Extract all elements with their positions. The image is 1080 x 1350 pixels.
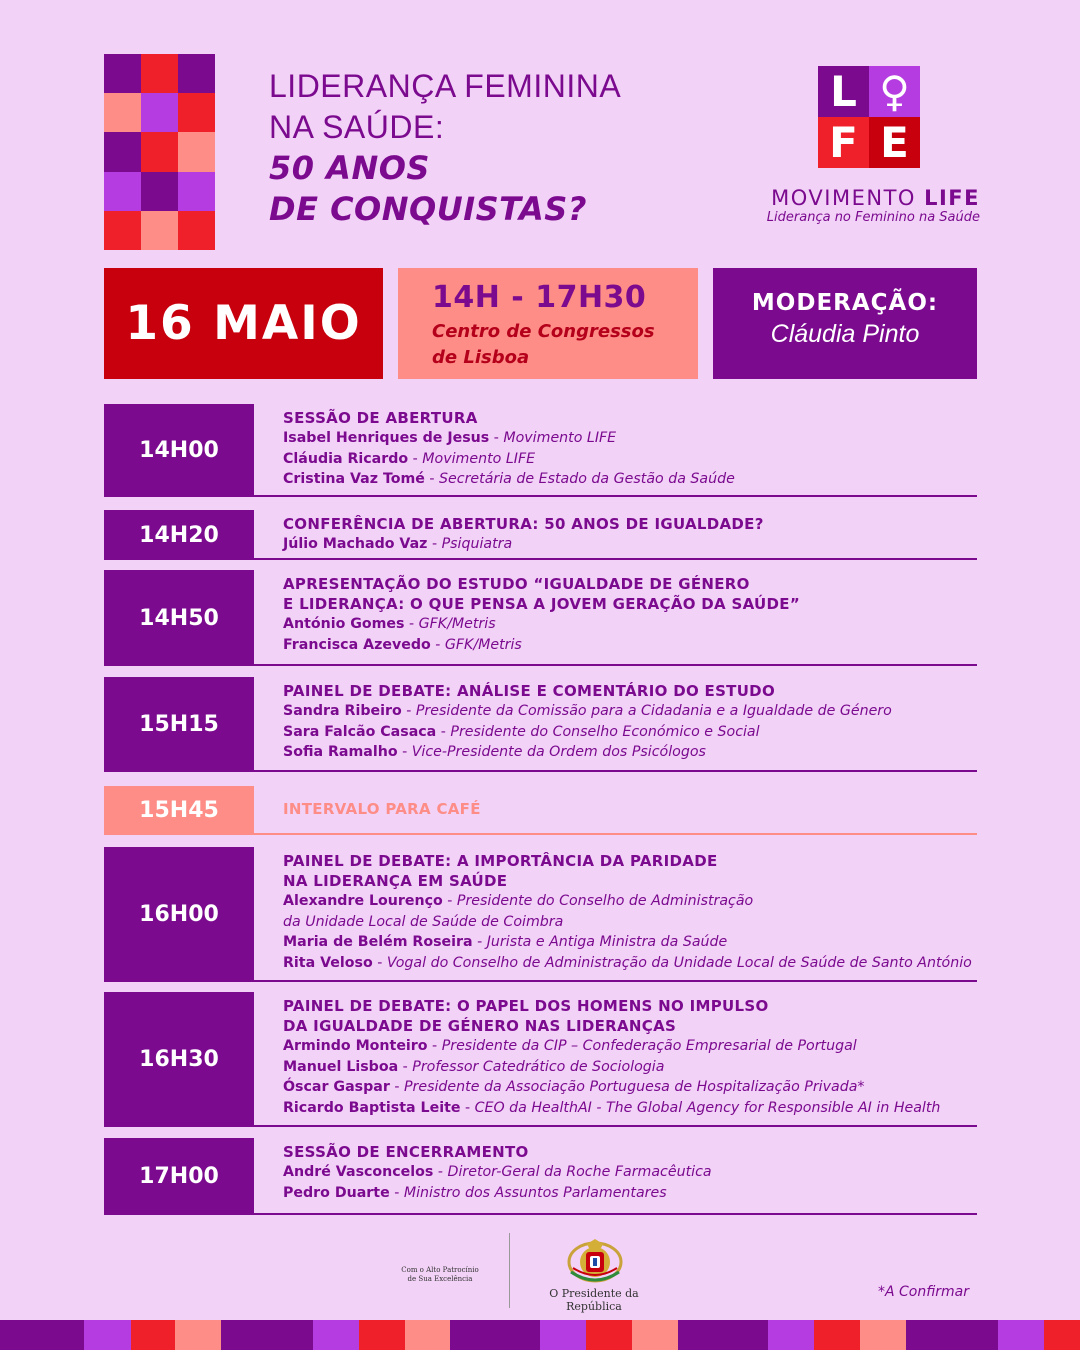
speaker-role: GFK/Metris [444, 636, 522, 653]
speaker-role: Jurista e Antiga Ministra da Saúde [486, 934, 728, 950]
speaker-name: Júlio Machado Vaz [283, 536, 428, 552]
speaker-line: Júlio Machado Vaz - Psiquiatra [283, 536, 513, 552]
speaker-line: Isabel Henriques de Jesus - Movimento LIFE [283, 430, 617, 446]
speaker-role: GFK/Metris [418, 616, 496, 632]
session-time: 14H50 [104, 570, 254, 666]
session-title: INTERVALO PARA CAFÉ [283, 800, 481, 818]
moderator-name: Cláudia Pinto [770, 320, 920, 348]
speaker-role: Presidente da Comissão para a Cidadania e a Igualdade de Género [415, 703, 892, 719]
speaker-line: Francisca Azevedo - GFK/Metris [283, 636, 522, 653]
session-content [283, 1142, 977, 1203]
speaker-role: Movimento LIFE [422, 450, 536, 467]
session-title: E LIDERANÇA: O QUE PENSA A JOVEM GERAÇÃO DA SAÚDE” [283, 595, 800, 613]
session-title: DA IGUALDADE DE GÉNERO NAS LIDERANÇAS [283, 1017, 677, 1035]
speaker-line: Manuel Lisboa - Professor Catedrático de Sociologia [283, 1058, 665, 1075]
speaker-line: Ricardo Baptista Leite - CEO da HealthAI - The Global Agency for Responsible AI in Health [283, 1099, 941, 1116]
agenda-row [104, 510, 977, 560]
session-time: 15H45 [104, 786, 254, 835]
speaker-name: Óscar Gaspar [283, 1079, 390, 1095]
patronage-line-1: Com o Alto Patrocínio [401, 1266, 479, 1274]
speaker-line: Pedro Duarte - Ministro dos Assuntos Parlamentares [283, 1184, 667, 1201]
session-title: PAINEL DE DEBATE: ANÁLISE E COMENTÁRIO DO ESTUDO [283, 682, 775, 700]
speaker-role: Psiquiatra [441, 536, 513, 552]
speaker-role-continued [283, 912, 977, 933]
session-content [283, 799, 977, 819]
title-line-4: DE CONQUISTAS? [269, 190, 587, 228]
speaker-line: Cristina Vaz Tomé - Secretária de Estado da Gestão da Saúde [283, 471, 735, 487]
speaker-name: António Gomes [283, 616, 405, 632]
title-line-3: 50 ANOS [269, 149, 430, 187]
session-time: 16H00 [104, 847, 254, 982]
speaker-name: Ricardo Baptista Leite [283, 1099, 461, 1116]
mosaic-graphic [104, 54, 215, 250]
speaker-name: Alexandre Lourenço [283, 893, 443, 909]
speaker-role: CEO da HealthAI - The Global Agency for Responsible AI in Health [474, 1099, 941, 1116]
session-title: SESSÃO DE ENCERRAMENTO [283, 1143, 529, 1161]
session-content [283, 408, 977, 490]
session-time: 14H00 [104, 404, 254, 497]
agenda-row [104, 404, 977, 497]
session-title: PAINEL DE DEBATE: A IMPORTÂNCIA DA PARIDADE [283, 852, 718, 870]
session-content [283, 996, 977, 1118]
session-content [283, 574, 977, 655]
speaker-role-line-2: da Unidade Local de Saúde de Coimbra [283, 913, 564, 930]
speaker-line: Armindo Monteiro - Presidente da CIP – Confederação Empresarial de Portugal [283, 1038, 857, 1054]
brand-block [740, 186, 980, 225]
speaker-name: Cristina Vaz Tomé [283, 471, 425, 487]
speaker-name: Cláudia Ricardo [283, 450, 409, 467]
moderation-label: MODERAÇÃO: [751, 290, 939, 316]
session-content [283, 851, 977, 973]
speaker-role: Ministro dos Assuntos Parlamentares [403, 1184, 667, 1201]
footer-divider [509, 1233, 510, 1308]
event-location [432, 319, 698, 371]
session-content [283, 514, 977, 555]
location-line-2: de Lisboa [432, 347, 530, 368]
speaker-name: Sandra Ribeiro [283, 703, 402, 719]
brand-subtitle: Liderança no Feminino na Saúde [766, 210, 980, 225]
session-time: 16H30 [104, 992, 254, 1127]
bottom-color-strip [0, 1320, 1080, 1350]
speaker-line: António Gomes - GFK/Metris [283, 616, 496, 632]
speaker-role: Presidente do Conselho Económico e Social [450, 723, 760, 740]
female-symbol-icon: ♀ [869, 66, 920, 117]
title-line-2: NA SAÚDE: [269, 109, 445, 145]
session-title: CONFERÊNCIA DE ABERTURA: 50 ANOS DE IGUALDADE? [283, 515, 764, 533]
agenda-break-row [104, 786, 977, 835]
patronage-line-2: de Sua Excelência [407, 1275, 473, 1283]
speaker-name: Sofia Ramalho [283, 744, 398, 760]
speaker-line: Cláudia Ricardo - Movimento LIFE [283, 450, 536, 467]
location-line-1: Centro de Congressos [432, 321, 655, 342]
brand-name [740, 186, 980, 210]
speaker-name: Armindo Monteiro [283, 1038, 428, 1054]
speaker-name: Sara Falcão Casaca [283, 723, 437, 740]
agenda-row [104, 992, 977, 1127]
event-time: 14H - 17H30 [432, 280, 647, 315]
session-content [283, 681, 977, 763]
speaker-name: Isabel Henriques de Jesus [283, 430, 490, 446]
speaker-line: Sofia Ramalho - Vice-Presidente da Ordem dos Psicólogos [283, 744, 706, 760]
speaker-line: Alexandre Lourenço - Presidente do Conselho de Administração [283, 893, 754, 909]
logo-letter-e: E [869, 117, 920, 168]
date-box [104, 268, 383, 379]
agenda-row [104, 847, 977, 982]
speaker-line: Óscar Gaspar - Presidente da Associação Portuguesa de Hospitalização Privada* [283, 1079, 865, 1095]
speaker-role: Movimento LIFE [503, 430, 617, 446]
confirm-note: *A Confirmar [878, 1284, 970, 1300]
coat-of-arms-icon [565, 1238, 625, 1284]
speaker-role: Presidente do Conselho de Administração [456, 893, 754, 909]
patronage-text [380, 1266, 500, 1284]
session-time: 15H15 [104, 677, 254, 772]
session-time: 17H00 [104, 1138, 254, 1215]
life-logo [818, 66, 920, 168]
speaker-name: André Vasconcelos [283, 1164, 434, 1180]
speaker-name: Rita Veloso [283, 954, 373, 971]
logo-letter-l: L [818, 66, 869, 117]
speaker-line: Sandra Ribeiro - Presidente da Comissão para a Cidadania e a Igualdade de Género [283, 703, 892, 719]
event-date: 16 MAIO [125, 296, 362, 351]
session-title: PAINEL DE DEBATE: O PAPEL DOS HOMENS NO IMPULSO [283, 997, 769, 1015]
president-label: O Presidente da República [549, 1287, 639, 1313]
speaker-line: Maria de Belém Roseira - Jurista e Antiga Ministra da Saúde [283, 934, 728, 950]
agenda-row [104, 677, 977, 772]
speaker-role: Vice-Presidente da Ordem dos Psicólogos [411, 744, 706, 760]
brand-name-b: LIFE [924, 186, 980, 210]
speaker-role: Diretor-Geral da Roche Farmacêutica [447, 1164, 712, 1180]
session-title: APRESENTAÇÃO DO ESTUDO “IGUALDADE DE GÉNERO [283, 575, 750, 593]
speaker-line: Rita Veloso - Vogal do Conselho de Administração da Unidade Local de Saúde de Santo António [283, 954, 972, 971]
logo-letter-f: F [818, 117, 869, 168]
speaker-line: Sara Falcão Casaca - Presidente do Conselho Económico e Social [283, 723, 760, 740]
moderation-box [713, 268, 977, 379]
speaker-role: Vogal do Conselho de Administração da Unidade Local de Saúde de Santo António [386, 954, 972, 971]
speaker-line: André Vasconcelos - Diretor-Geral da Roche Farmacêutica [283, 1164, 712, 1180]
speaker-role: Professor Catedrático de Sociologia [412, 1058, 665, 1075]
speaker-name: Francisca Azevedo [283, 636, 431, 653]
agenda-row [104, 570, 977, 666]
time-location-box [398, 268, 698, 379]
speaker-role: Presidente da CIP – Confederação Empresarial de Portugal [441, 1038, 857, 1054]
agenda-row [104, 1138, 977, 1215]
speaker-role: Presidente da Associação Portuguesa de Hospitalização Privada* [403, 1079, 865, 1095]
speaker-name: Manuel Lisboa [283, 1058, 399, 1075]
session-title: SESSÃO DE ABERTURA [283, 409, 478, 427]
speaker-name: Pedro Duarte [283, 1184, 390, 1201]
session-time: 14H20 [104, 510, 254, 560]
session-title: NA LIDERANÇA EM SAÚDE [283, 872, 508, 890]
speaker-role: Secretária de Estado da Gestão da Saúde [439, 471, 735, 487]
title-line-1: LIDERANÇA FEMININA [269, 68, 622, 104]
event-title [269, 66, 621, 230]
brand-name-a: MOVIMENTO [771, 186, 925, 210]
speaker-name: Maria de Belém Roseira [283, 934, 473, 950]
